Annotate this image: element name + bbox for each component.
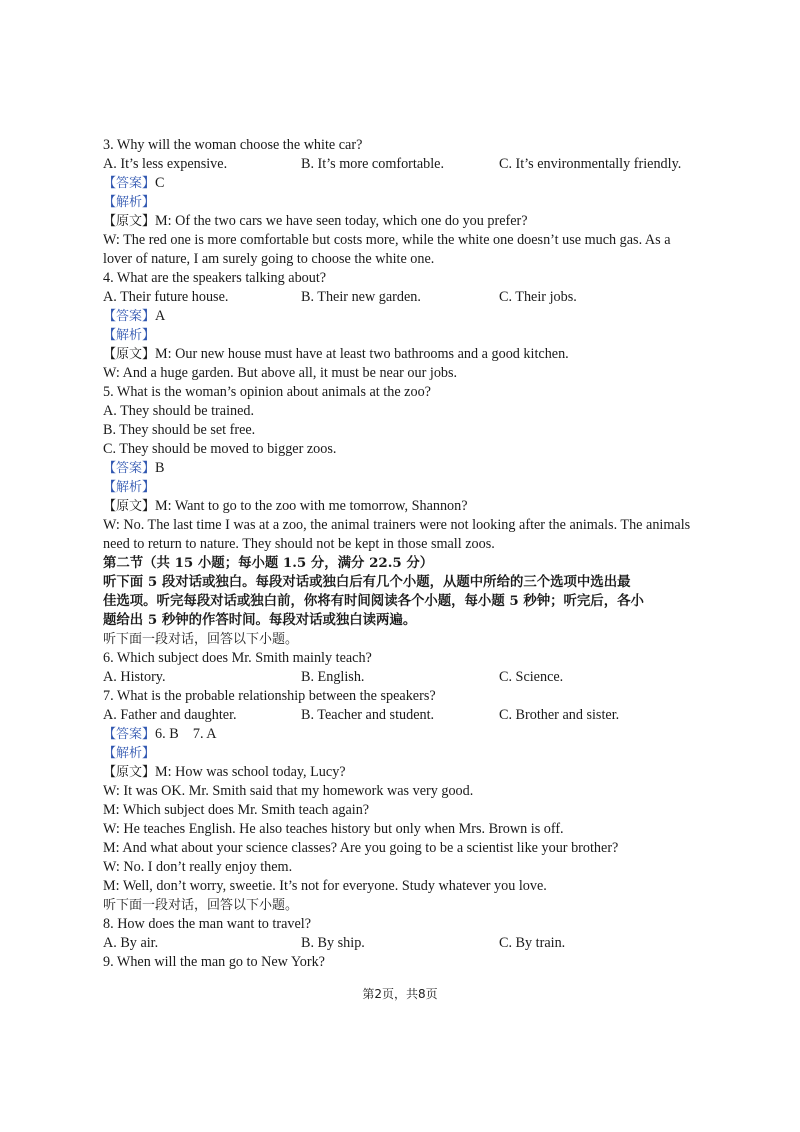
option-a: A. They should be trained.: [103, 403, 255, 419]
option-a: A. By air.: [103, 935, 159, 951]
option-a: A. History.: [103, 669, 166, 685]
option-a: A. It’s less expensive.: [103, 156, 228, 172]
question-9: 9. When will the man go to New York?: [103, 954, 325, 970]
answer-4: [103, 307, 703, 326]
analysis-6-7: [103, 744, 703, 763]
answer-tag: 【答案】: [103, 176, 156, 191]
original-3: [103, 212, 703, 231]
document-page: [103, 136, 703, 972]
answer-value: B: [155, 460, 165, 476]
analysis-tag: 【解析】: [103, 746, 156, 761]
analysis-tag: 【解析】: [103, 480, 156, 495]
original-tag: 【原文】: [103, 347, 156, 362]
option-c: C. It’s environmentally friendly.: [499, 156, 682, 172]
analysis-tag: 【解析】: [103, 328, 156, 343]
analysis-tag: 【解析】: [103, 195, 156, 210]
option-c: C. They should be moved to bigger zoos.: [103, 441, 337, 457]
option-a: A. Their future house.: [103, 289, 229, 305]
dialogue-line: lover of nature, I am surely going to choose the white one.: [103, 251, 435, 267]
options-4: [103, 288, 703, 307]
question-6: 6. Which subject does Mr. Smith mainly teach?: [103, 650, 372, 666]
section-heading: 第二节（共 15 小题；每小题 1.5 分，满分 22.5 分）: [103, 555, 434, 571]
dialogue-line: W: No. The last time I was at a zoo, the animal trainers were not looking after the animals. The animals: [103, 517, 691, 533]
dialogue-line: M: Of the two cars we have seen today, which one do you prefer?: [155, 213, 528, 229]
original-tag: 【原文】: [103, 499, 156, 514]
question-4: 4. What are the speakers talking about?: [103, 270, 327, 286]
section-instructions: 题给出 5 秒钟的作答时间。每段对话或独白读两遍。: [103, 612, 417, 628]
answer-value: 6. B 7. A: [155, 726, 217, 742]
analysis-4: [103, 326, 703, 345]
original-tag: 【原文】: [103, 214, 156, 229]
answer-value: C: [155, 175, 165, 191]
dialogue-line: M: And what about your science classes? Are you going to be a scientist like your brother?: [103, 840, 619, 856]
original-4: [103, 345, 703, 364]
option-b: B. They should be set free.: [103, 422, 256, 438]
answer-value: A: [155, 308, 166, 324]
dialogue-line: M: Well, don’t worry, sweetie. It’s not for everyone. Study whatever you love.: [103, 878, 547, 894]
options-8: [103, 934, 703, 953]
question-5: 5. What is the woman’s opinion about animals at the zoo?: [103, 384, 431, 400]
option-c: C. Brother and sister.: [499, 707, 620, 723]
dialogue-line: W: The red one is more comfortable but costs more, while the white one doesn’t use much gas. As a: [103, 232, 671, 248]
option-c: C. Their jobs.: [499, 289, 577, 305]
page-footer: 第2页，共8页: [362, 987, 438, 1001]
option-c: C. Science.: [499, 669, 564, 685]
listen-instruction: 听下面一段对话，回答以下小题。: [103, 898, 299, 913]
option-a: A. Father and daughter.: [103, 707, 237, 723]
question-8: 8. How does the man want to travel?: [103, 916, 312, 932]
option-b: B. English.: [301, 669, 365, 685]
answer-5: [103, 459, 703, 478]
answer-tag: 【答案】: [103, 461, 156, 476]
option-b: B. It’s more comfortable.: [301, 156, 445, 172]
question-3: 3. Why will the woman choose the white car?: [103, 137, 363, 153]
dialogue-line: M: Our new house must have at least two bathrooms and a good kitchen.: [155, 346, 569, 362]
dialogue-line: W: No. I don’t really enjoy them.: [103, 859, 293, 875]
options-6: [103, 668, 703, 687]
question-7: 7. What is the probable relationship between the speakers?: [103, 688, 436, 704]
section-instructions: 佳选项。听完每段对话或独白前，你将有时间阅读各个小题，每小题 5 秒钟；听完后，各小: [103, 593, 644, 609]
answer-tag: 【答案】: [103, 309, 156, 324]
options-7: [103, 706, 703, 725]
original-5: [103, 497, 703, 516]
dialogue-line: M: Which subject does Mr. Smith teach again?: [103, 802, 370, 818]
dialogue-line: M: How was school today, Lucy?: [155, 764, 346, 780]
dialogue-line: W: It was OK. Mr. Smith said that my homework was very good.: [103, 783, 474, 799]
original-tag: 【原文】: [103, 765, 156, 780]
option-b: B. Their new garden.: [301, 289, 421, 305]
option-b: B. Teacher and student.: [301, 707, 435, 723]
option-b: B. By ship.: [301, 935, 365, 951]
listen-instruction: 听下面一段对话，回答以下小题。: [103, 632, 299, 647]
dialogue-line: W: He teaches English. He also teaches history but only when Mrs. Brown is off.: [103, 821, 564, 837]
analysis-5: [103, 478, 703, 497]
analysis-3: [103, 193, 703, 212]
options-3: [103, 155, 703, 174]
answer-tag: 【答案】: [103, 727, 156, 742]
dialogue-line: W: And a huge garden. But above all, it must be near our jobs.: [103, 365, 458, 381]
original-6-7: [103, 763, 703, 782]
answer-6-7: [103, 725, 703, 744]
section-instructions: 听下面 5 段对话或独白。每段对话或独白后有几个小题，从题中所给的三个选项中选出最: [103, 574, 631, 590]
dialogue-line: need to return to nature. They should not be kept in those small zoos.: [103, 536, 495, 552]
answer-3: [103, 174, 703, 193]
dialogue-line: M: Want to go to the zoo with me tomorrow, Shannon?: [155, 498, 468, 514]
option-c: C. By train.: [499, 935, 566, 951]
